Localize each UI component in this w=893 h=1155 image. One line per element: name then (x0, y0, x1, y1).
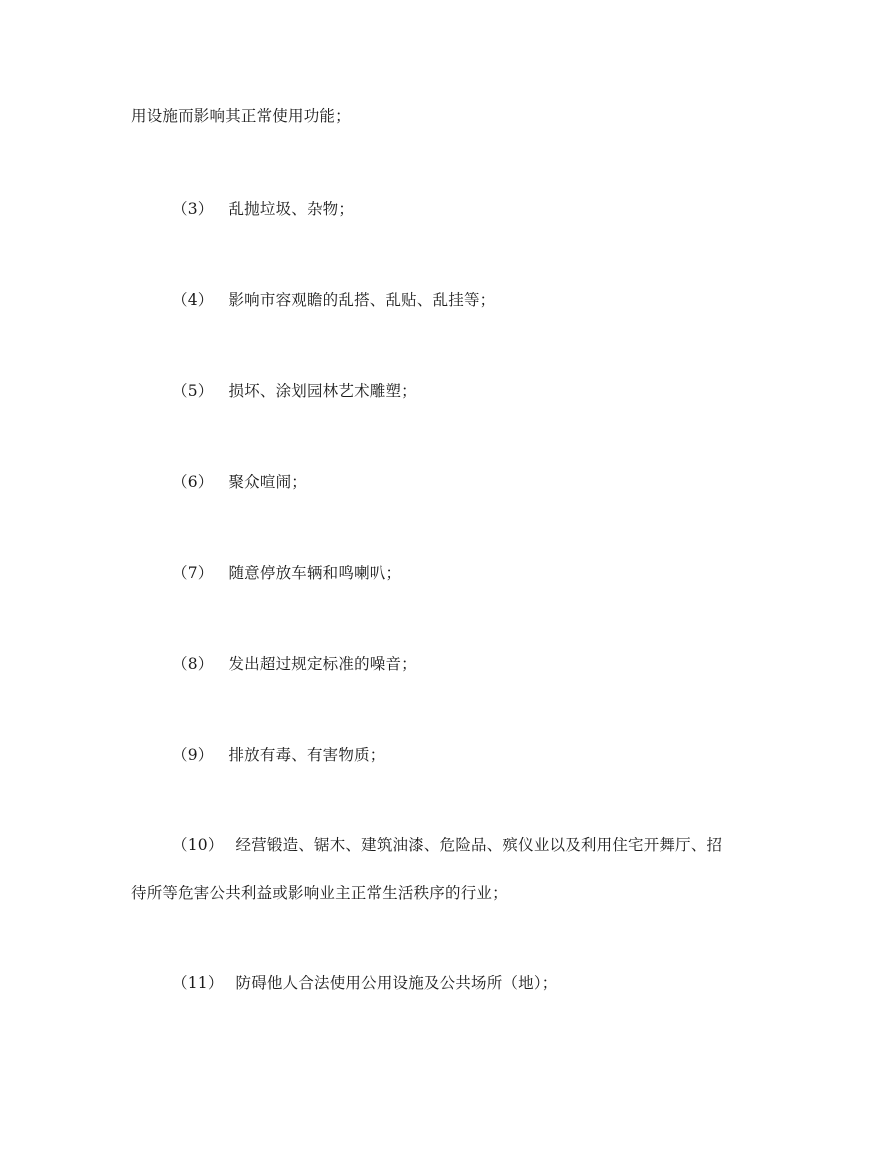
item-marker: （9） (172, 746, 214, 764)
list-item-10-continuation (131, 883, 508, 903)
item-text: 乱抛垃圾、杂物； (228, 200, 355, 218)
item-marker: （3） (172, 200, 214, 218)
item-text: 聚众喧闹； (228, 473, 307, 491)
item-marker: （5） (172, 382, 214, 400)
item-text: 影响市容观瞻的乱搭、乱贴、乱挂等； (228, 291, 496, 309)
continuation-text: 用设施而影响其正常使用功能； (131, 107, 351, 125)
item-text: 发出超过规定标准的噪音； (228, 655, 417, 673)
continuation-paragraph (131, 106, 351, 126)
item-text: 损坏、涂划园林艺术雕塑； (228, 382, 417, 400)
item-continuation-text: 待所等危害公共利益或影响业主正常生活秩序的行业； (131, 884, 508, 902)
item-marker: （8） (172, 655, 214, 673)
item-text: 经营锻造、锯木、建筑油漆、危险品、殡仪业以及利用住宅开舞厅、招 (235, 836, 723, 854)
list-item-11 (172, 973, 557, 993)
list-item-4 (172, 290, 495, 310)
list-item-7 (172, 563, 401, 583)
list-item-9 (172, 745, 385, 765)
list-item-5 (172, 381, 417, 401)
list-item-3 (172, 199, 354, 219)
item-marker: （10） (172, 836, 224, 854)
item-marker: （7） (172, 564, 214, 582)
item-marker: （11） (172, 974, 224, 992)
list-item-8 (172, 654, 417, 674)
list-item-6 (172, 472, 307, 492)
item-text: 随意停放车辆和鸣喇叭； (228, 564, 402, 582)
item-marker: （4） (172, 291, 214, 309)
list-item-10 (172, 835, 722, 855)
item-text: 防碍他人合法使用公用设施及公共场所（地）； (235, 974, 558, 992)
item-text: 排放有毒、有害物质； (228, 746, 386, 764)
item-marker: （6） (172, 473, 214, 491)
